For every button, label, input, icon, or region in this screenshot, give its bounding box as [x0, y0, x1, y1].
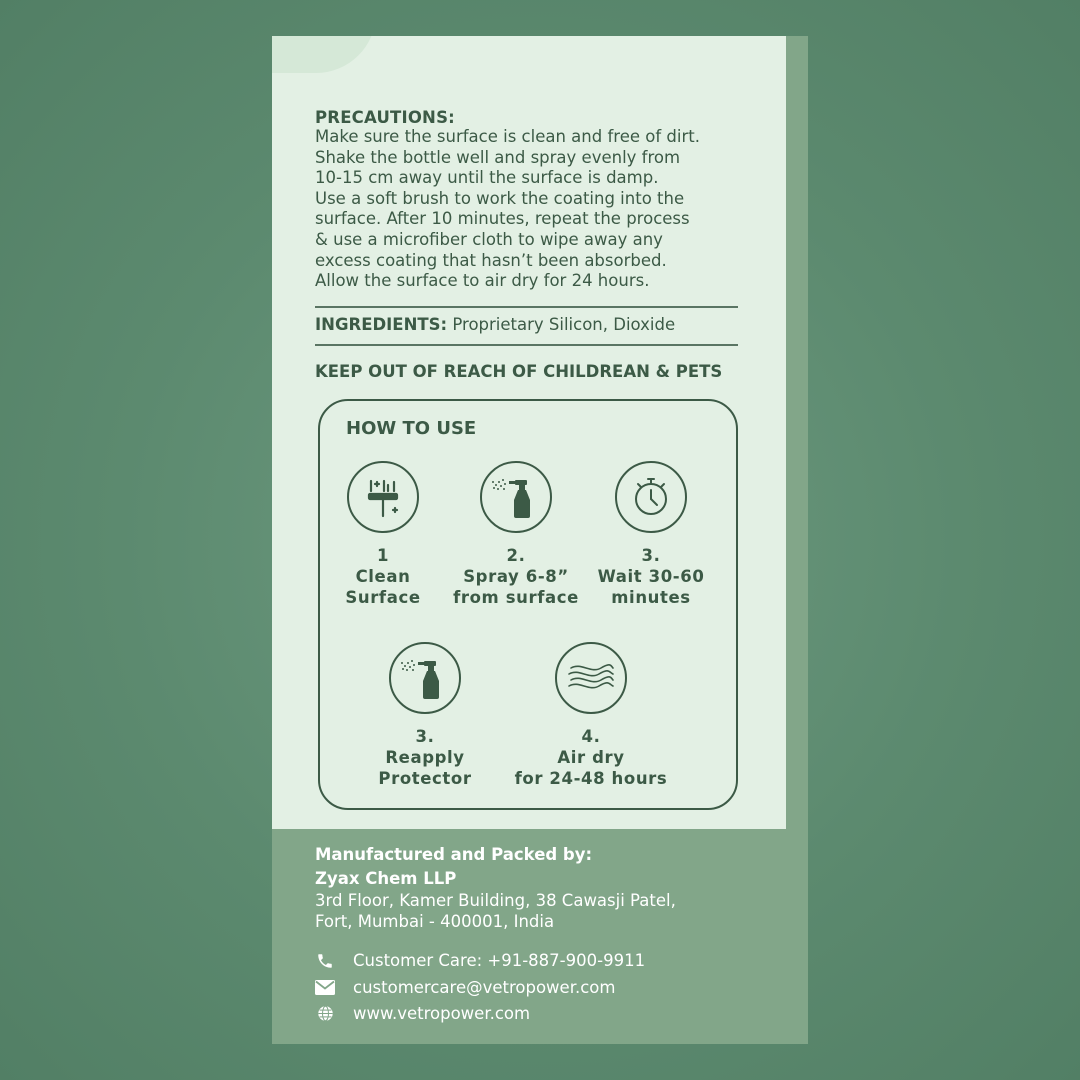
precautions-heading: PRECAUTIONS: [315, 108, 455, 127]
ingredients-line [315, 315, 675, 334]
step-number: 4. [581, 727, 601, 746]
step-label: Protector [378, 769, 472, 788]
step-spray [446, 461, 586, 608]
safety-warning: KEEP OUT OF REACH OF CHILDREAN & PETS [315, 362, 723, 381]
contact-website [315, 1004, 530, 1023]
step-label: Air dry [557, 748, 625, 767]
precautions-body [315, 127, 745, 292]
squeegee-icon [347, 461, 419, 533]
step-label: Wait 30-60 [597, 567, 705, 586]
phone-icon [315, 952, 335, 970]
contact-email [315, 978, 615, 997]
contact-phone [315, 951, 645, 970]
instructions-panel [272, 36, 786, 829]
step-label: Clean [355, 567, 411, 586]
step-label: Reapply [385, 748, 465, 767]
precautions-line: Shake the bottle well and spray evenly from [315, 147, 681, 167]
globe-icon [315, 1005, 335, 1023]
step-reapply [365, 642, 485, 789]
step-label: Spray 6-8” [463, 567, 569, 586]
step-label: minutes [611, 588, 691, 607]
step-label: Surface [345, 588, 421, 607]
step-clean-surface [323, 461, 443, 608]
step-wait [586, 461, 716, 608]
precautions-line: surface. After 10 minutes, repeat the process [315, 209, 690, 229]
company-name: Zyax Chem LLP [315, 869, 457, 888]
spray-bottle-icon [389, 642, 461, 714]
how-to-use-title: HOW TO USE [346, 418, 477, 439]
step-label: for 24-48 hours [514, 769, 668, 788]
precautions-line: excess coating that hasn’t been absorbed. [315, 250, 667, 270]
divider-bottom [315, 344, 738, 346]
divider-top [315, 306, 738, 308]
address-line: Fort, Mumbai - 400001, India [315, 912, 555, 931]
step-air-dry [506, 642, 676, 789]
phone-text: Customer Care: +91-887-900-9911 [353, 951, 646, 970]
precautions-line: & use a microfiber cloth to wipe away any [315, 229, 663, 249]
step-number: 3. [415, 727, 435, 746]
precautions-line: Allow the surface to air dry for 24 hours. [315, 271, 650, 291]
email-link[interactable]: customercare@vetropower.com [353, 978, 616, 997]
stopwatch-icon [615, 461, 687, 533]
spray-bottle-icon [480, 461, 552, 533]
precautions-line: 10-15 cm away until the surface is damp. [315, 168, 659, 188]
how-to-use-box [318, 399, 738, 810]
website-link[interactable]: www.vetropower.com [353, 1004, 531, 1023]
wind-icon [555, 642, 627, 714]
step-number: 2. [506, 546, 526, 565]
precautions-line: Make sure the surface is clean and free of dirt. [315, 127, 700, 146]
corner-decoration [272, 36, 376, 73]
step-number: 1 [376, 546, 390, 565]
step-number: 3. [641, 546, 661, 565]
precautions-line: Use a soft brush to work the coating into the [315, 188, 685, 208]
address-line: 3rd Floor, Kamer Building, 38 Cawasji Patel, [315, 891, 676, 910]
ingredients-value: Proprietary Silicon, Dioxide [447, 315, 676, 334]
step-label: from surface [453, 588, 579, 607]
manufacturer-heading: Manufactured and Packed by: [315, 845, 593, 864]
ingredients-label: INGREDIENTS: [315, 315, 448, 334]
email-icon [315, 979, 335, 997]
